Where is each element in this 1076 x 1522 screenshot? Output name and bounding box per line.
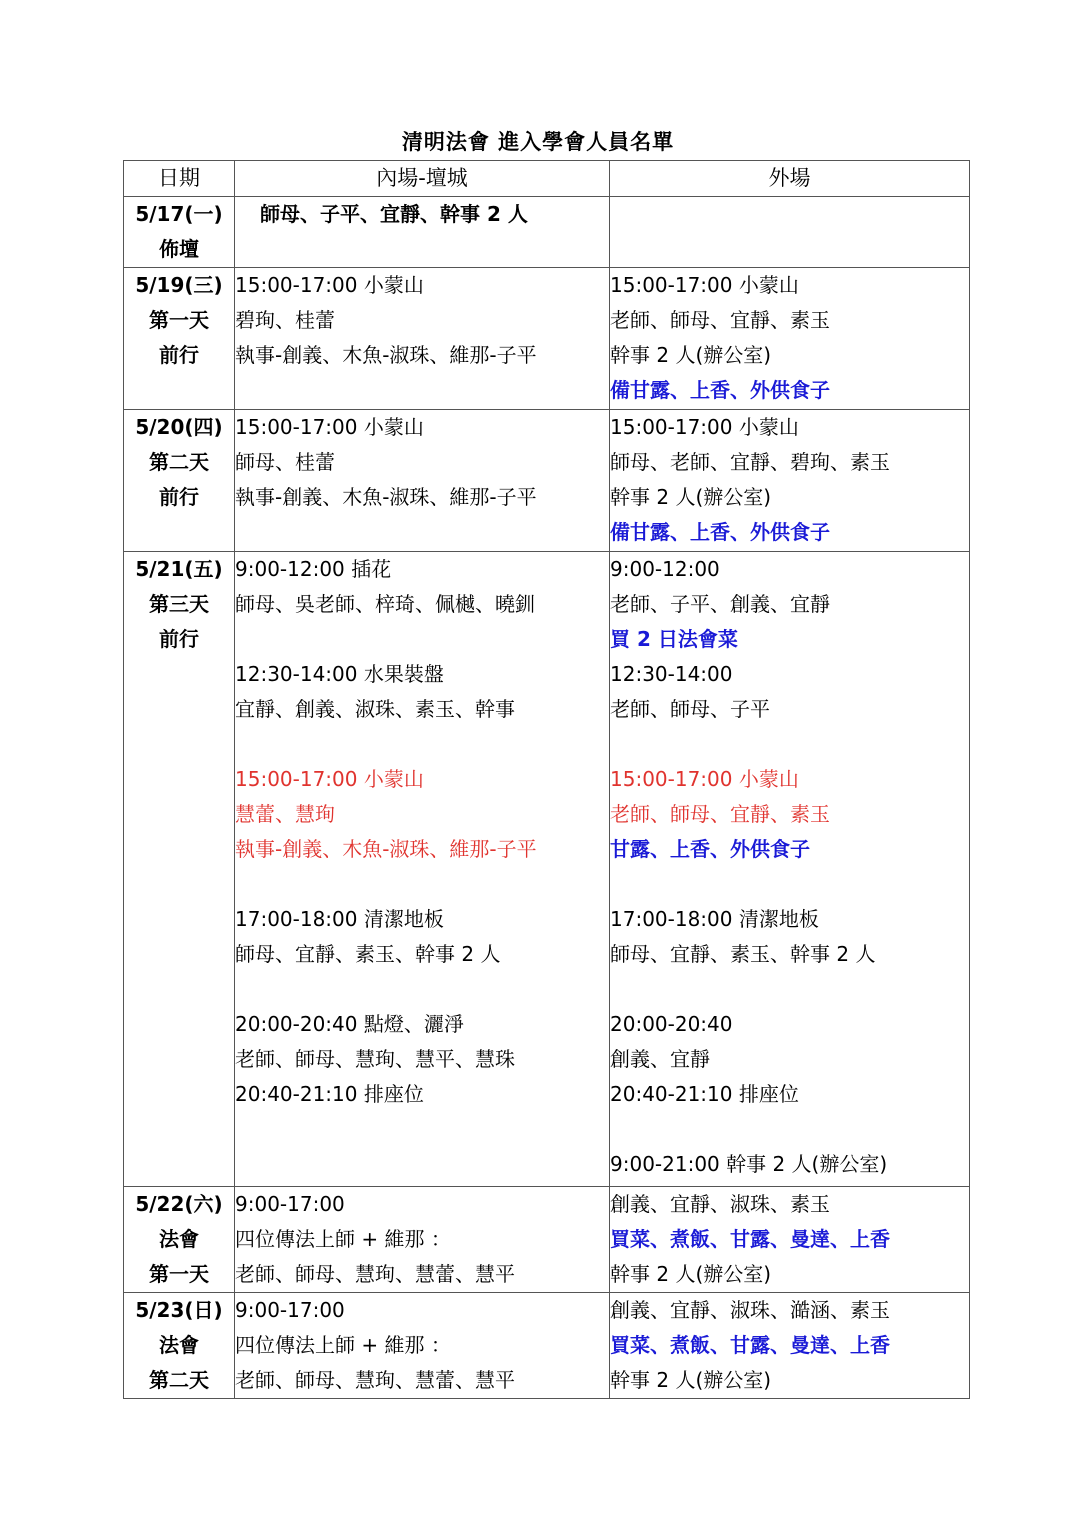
outer-line: 老師、師母、宜靜、素玉 [610,802,830,826]
outer-cell [610,410,970,552]
day-label: 法會 [159,1227,199,1251]
outer-line: 20:40-21:10 排座位 [610,1082,799,1106]
inner-line: 執事-創義、木魚-淑珠、維那-子平 [235,343,537,367]
inner-line: 師母、子平、宜靜、幹事 2 人 [260,202,528,226]
table-row [124,410,970,552]
inner-line: 碧珣、桂蕾 [235,308,335,332]
inner-line: 20:40-21:10 排座位 [235,1082,424,1106]
outer-line: 老師、師母、宜靜、素玉 [610,308,830,332]
inner-line: 20:00-20:40 點燈、灑淨 [235,1012,464,1036]
day-label: 5/19(三) [135,273,223,297]
inner-line [235,622,609,657]
day-cell [124,1293,235,1399]
inner-line [235,972,609,1007]
day-cell [124,1187,235,1293]
header-row [124,161,970,197]
outer-line: 幹事 2 人(辦公室) [610,1368,772,1392]
outer-line: 備甘露、上香、外供食子 [610,520,830,544]
day-label: 法會 [159,1333,199,1357]
inner-line: 9:00-17:00 [235,1192,345,1216]
inner-line [235,867,609,902]
day-label: 前行 [159,343,199,367]
header-outer: 外場 [610,161,970,197]
day-cell [124,197,235,268]
page-title: 清明法會 進入學會人員名單 [401,130,675,154]
day-label: 5/21(五) [135,557,223,581]
inner-line: 老師、師母、慧珣、慧蕾、慧平 [235,1368,515,1392]
day-cell [124,410,235,552]
outer-line: 幹事 2 人(辦公室) [610,343,772,367]
inner-line: 師母、宜靜、素玉、幹事 2 人 [235,942,501,966]
day-label: 5/20(四) [135,415,223,439]
header-inner: 內場-壇城 [235,161,610,197]
outer-cell [610,552,970,1187]
outer-line: 創義、宜靜、淑珠、素玉 [610,1192,830,1216]
inner-line: 四位傳法上師 + 維那 ： [235,1333,451,1357]
outer-line: 老師、子平、創義、宜靜 [610,592,830,616]
header-date: 日期 [124,161,235,197]
inner-line: 師母、桂蕾 [235,450,335,474]
outer-line [610,727,969,762]
day-label: 第二天 [149,1368,209,1392]
inner-line [235,727,609,762]
day-label: 5/17(一) [135,202,223,226]
day-cell [124,268,235,410]
table-row [124,552,970,1187]
inner-line: 17:00-18:00 清潔地板 [235,907,444,931]
day-label: 佈壇 [159,237,199,261]
outer-cell [610,197,970,268]
outer-line [610,1112,969,1147]
inner-cell [235,197,610,268]
inner-line: 9:00-17:00 [235,1298,345,1322]
schedule-table [123,160,970,1399]
outer-line: 15:00-17:00 小蒙山 [610,767,799,791]
inner-cell [235,410,610,552]
outer-cell [610,1187,970,1293]
day-label: 第三天 [149,592,209,616]
outer-line: 幹事 2 人(辦公室) [610,1262,772,1286]
outer-line: 12:30-14:00 [610,662,733,686]
outer-line: 買 2 日法會菜 [610,627,738,651]
day-label: 5/23(日) [135,1298,223,1322]
outer-line: 備甘露、上香、外供食子 [610,378,830,402]
inner-line: 15:00-17:00 小蒙山 [235,273,424,297]
outer-line: 師母、宜靜、素玉、幹事 2 人 [610,942,876,966]
outer-line: 15:00-17:00 小蒙山 [610,273,799,297]
table-row [124,1293,970,1399]
outer-line: 買菜、煮飯、甘露、曼達、上香 [610,1227,890,1251]
day-label: 第一天 [149,308,209,332]
outer-line: 9:00-21:00 幹事 2 人(辦公室) [610,1152,888,1176]
outer-line: 創義、宜靜 [610,1047,710,1071]
day-label: 第一天 [149,1262,209,1286]
inner-cell [235,552,610,1187]
table-row [124,268,970,410]
table-row [124,197,970,268]
outer-line: 17:00-18:00 清潔地板 [610,907,819,931]
outer-line: 15:00-17:00 小蒙山 [610,415,799,439]
outer-cell [610,268,970,410]
outer-line: 幹事 2 人(辦公室) [610,485,772,509]
day-cell [124,552,235,1187]
inner-line: 師母、吳老師、梓琦、佩樾、曉釧 [235,592,535,616]
inner-line: 15:00-17:00 小蒙山 [235,767,424,791]
inner-line: 老師、師母、慧珣、慧蕾、慧平 [235,1262,515,1286]
outer-line [610,867,969,902]
outer-line: 9:00-12:00 [610,557,720,581]
outer-line: 師母、老師、宜靜、碧珣、素玉 [610,450,890,474]
table-row [124,1187,970,1293]
day-label: 5/22(六) [135,1192,223,1216]
outer-line: 創義、宜靜、淑珠、澔涵、素玉 [610,1298,890,1322]
outer-line: 買菜、煮飯、甘露、曼達、上香 [610,1333,890,1357]
inner-line: 四位傳法上師 + 維那 ： [235,1227,451,1251]
inner-line: 執事-創義、木魚-淑珠、維那-子平 [235,485,537,509]
inner-cell [235,1187,610,1293]
inner-cell [235,1293,610,1399]
inner-line: 15:00-17:00 小蒙山 [235,415,424,439]
inner-line: 老師、師母、慧珣、慧平、慧珠 [235,1047,515,1071]
day-label: 前行 [159,485,199,509]
day-label: 第二天 [149,450,209,474]
inner-line: 執事-創義、木魚-淑珠、維那-子平 [235,837,537,861]
inner-line: 慧蕾、慧珣 [235,802,335,826]
inner-cell [235,268,610,410]
outer-line: 老師、師母、子平 [610,697,770,721]
outer-line: 甘露、上香、外供食子 [610,837,810,861]
outer-line: 20:00-20:40 [610,1012,733,1036]
inner-line: 12:30-14:00 水果裝盤 [235,662,444,686]
inner-line: 宜靜、創義、淑珠、素玉、幹事 [235,697,515,721]
outer-cell [610,1293,970,1399]
outer-line [610,972,969,1007]
inner-line: 9:00-12:00 插花 [235,557,392,581]
day-label: 前行 [159,627,199,651]
